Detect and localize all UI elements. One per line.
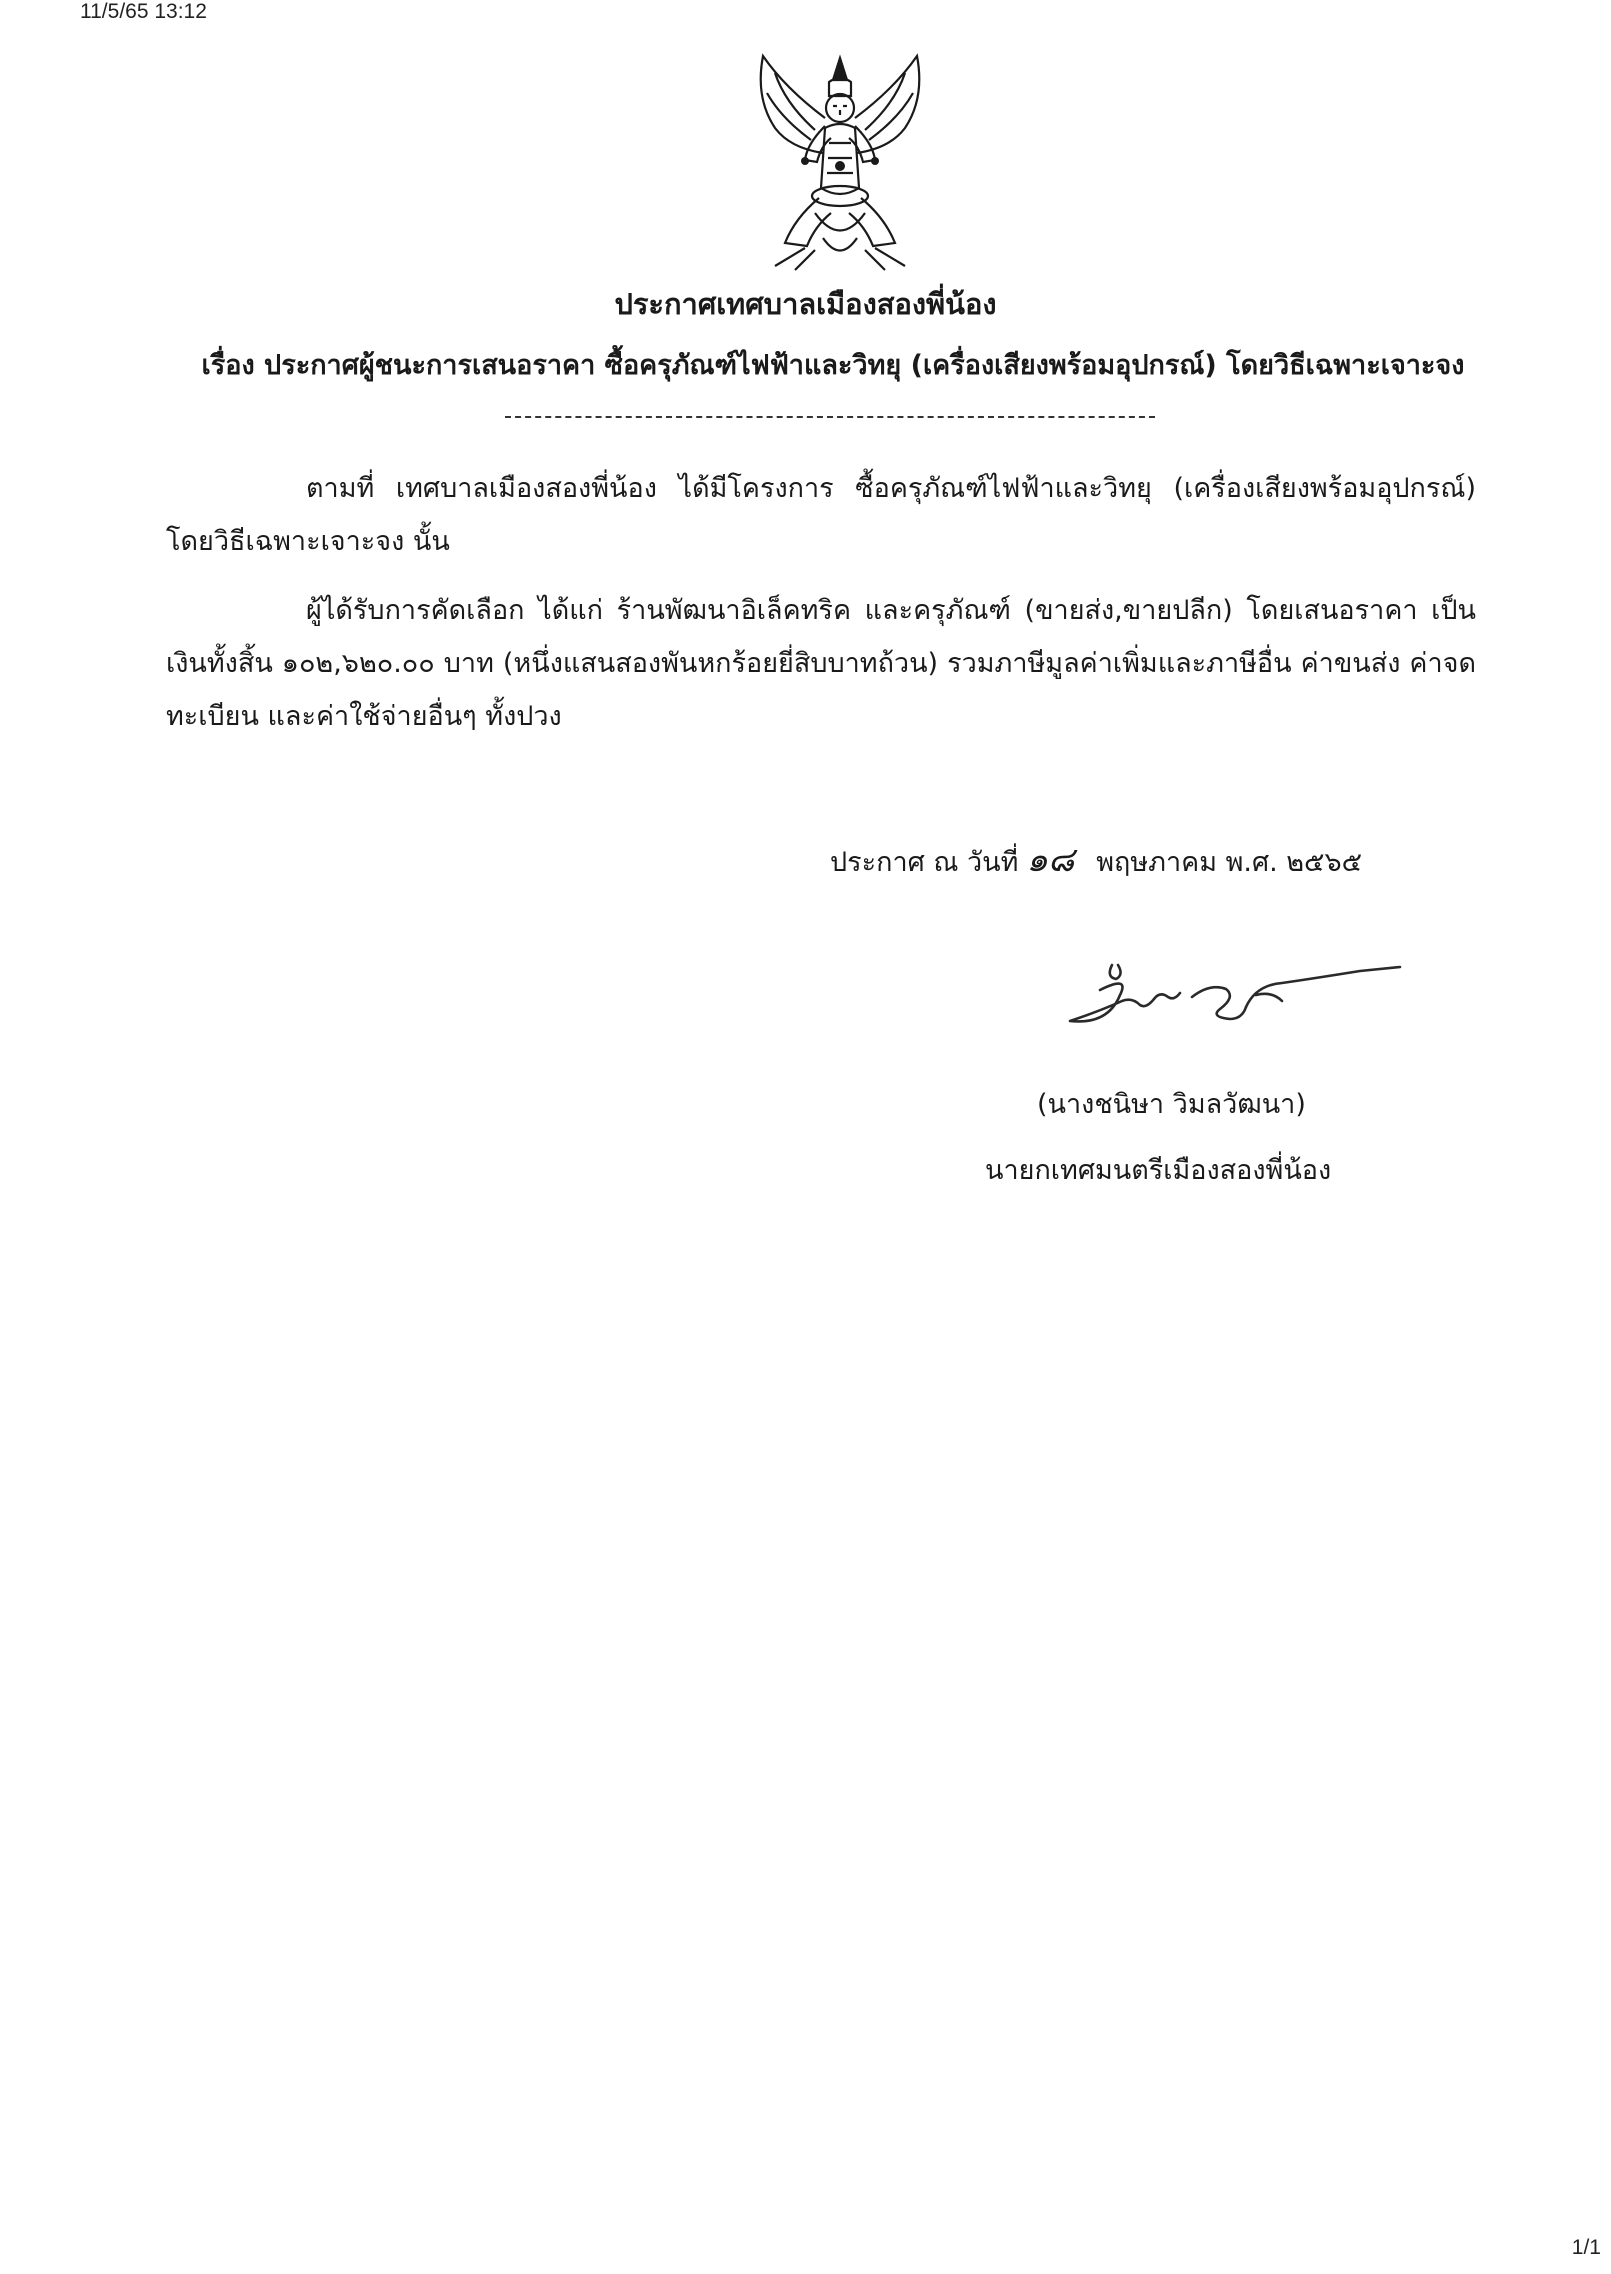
handwritten-signature bbox=[1060, 935, 1410, 1045]
date-day: ๑๘ bbox=[1026, 840, 1075, 880]
document-title: ประกาศเทศบาลเมืองสองพี่น้อง bbox=[614, 287, 997, 321]
divider bbox=[505, 416, 1155, 418]
date-prefix: ประกาศ ณ วันที่ bbox=[830, 847, 1019, 878]
signer-name: (นางชนิษา วิมลวัฒนา) bbox=[1037, 1089, 1306, 1120]
date-month-year: พฤษภาคม พ.ศ. ๒๕๖๕ bbox=[1096, 847, 1363, 878]
paragraph-project: ตามที่ เทศบาลเมืองสองพี่น้อง ได้มีโครงการ ซื้อครุภัณฑ์ไฟฟ้าและวิทยุ (เครื่องเสียงพร้อมอุปกรณ์) โดยวิธีเฉพาะเจาะจง นั้น bbox=[166, 473, 1476, 557]
garuda-emblem-icon bbox=[745, 48, 935, 278]
page-number: 1/1 bbox=[1571, 2236, 1601, 2259]
signer-position: นายกเทศมนตรีเมืองสองพี่น้อง bbox=[985, 1155, 1332, 1186]
print-timestamp: 11/5/65 13:12 bbox=[80, 0, 207, 23]
document-subject: เรื่อง ประกาศผู้ชนะการเสนอราคา ซื้อครุภัณฑ์ไฟฟ้าและวิทยุ (เครื่องเสียงพร้อมอุปกรณ์) โดยวิธีเฉพาะเจาะจง bbox=[201, 350, 1465, 381]
announcement-date bbox=[830, 832, 1362, 886]
paragraph-winner: ผู้ได้รับการคัดเลือก ได้แก่ ร้านพัฒนาอิเล็คทริค และครุภัณฑ์ (ขายส่ง,ขายปลีก) โดยเสนอราคา เป็นเงินทั้งสิ้น ๑๐๒,๖๒๐.๐๐ บาท (หนึ่งแสนสองพันหกร้อยยี่สิบบาทถ้วน) รวมภาษีมูลค่าเพิ่มและภาษีอื่น ค่าขนส่ง ค่าจดทะเบียน และค่าใช้จ่ายอื่นๆ ทั้งปวง bbox=[166, 595, 1476, 732]
